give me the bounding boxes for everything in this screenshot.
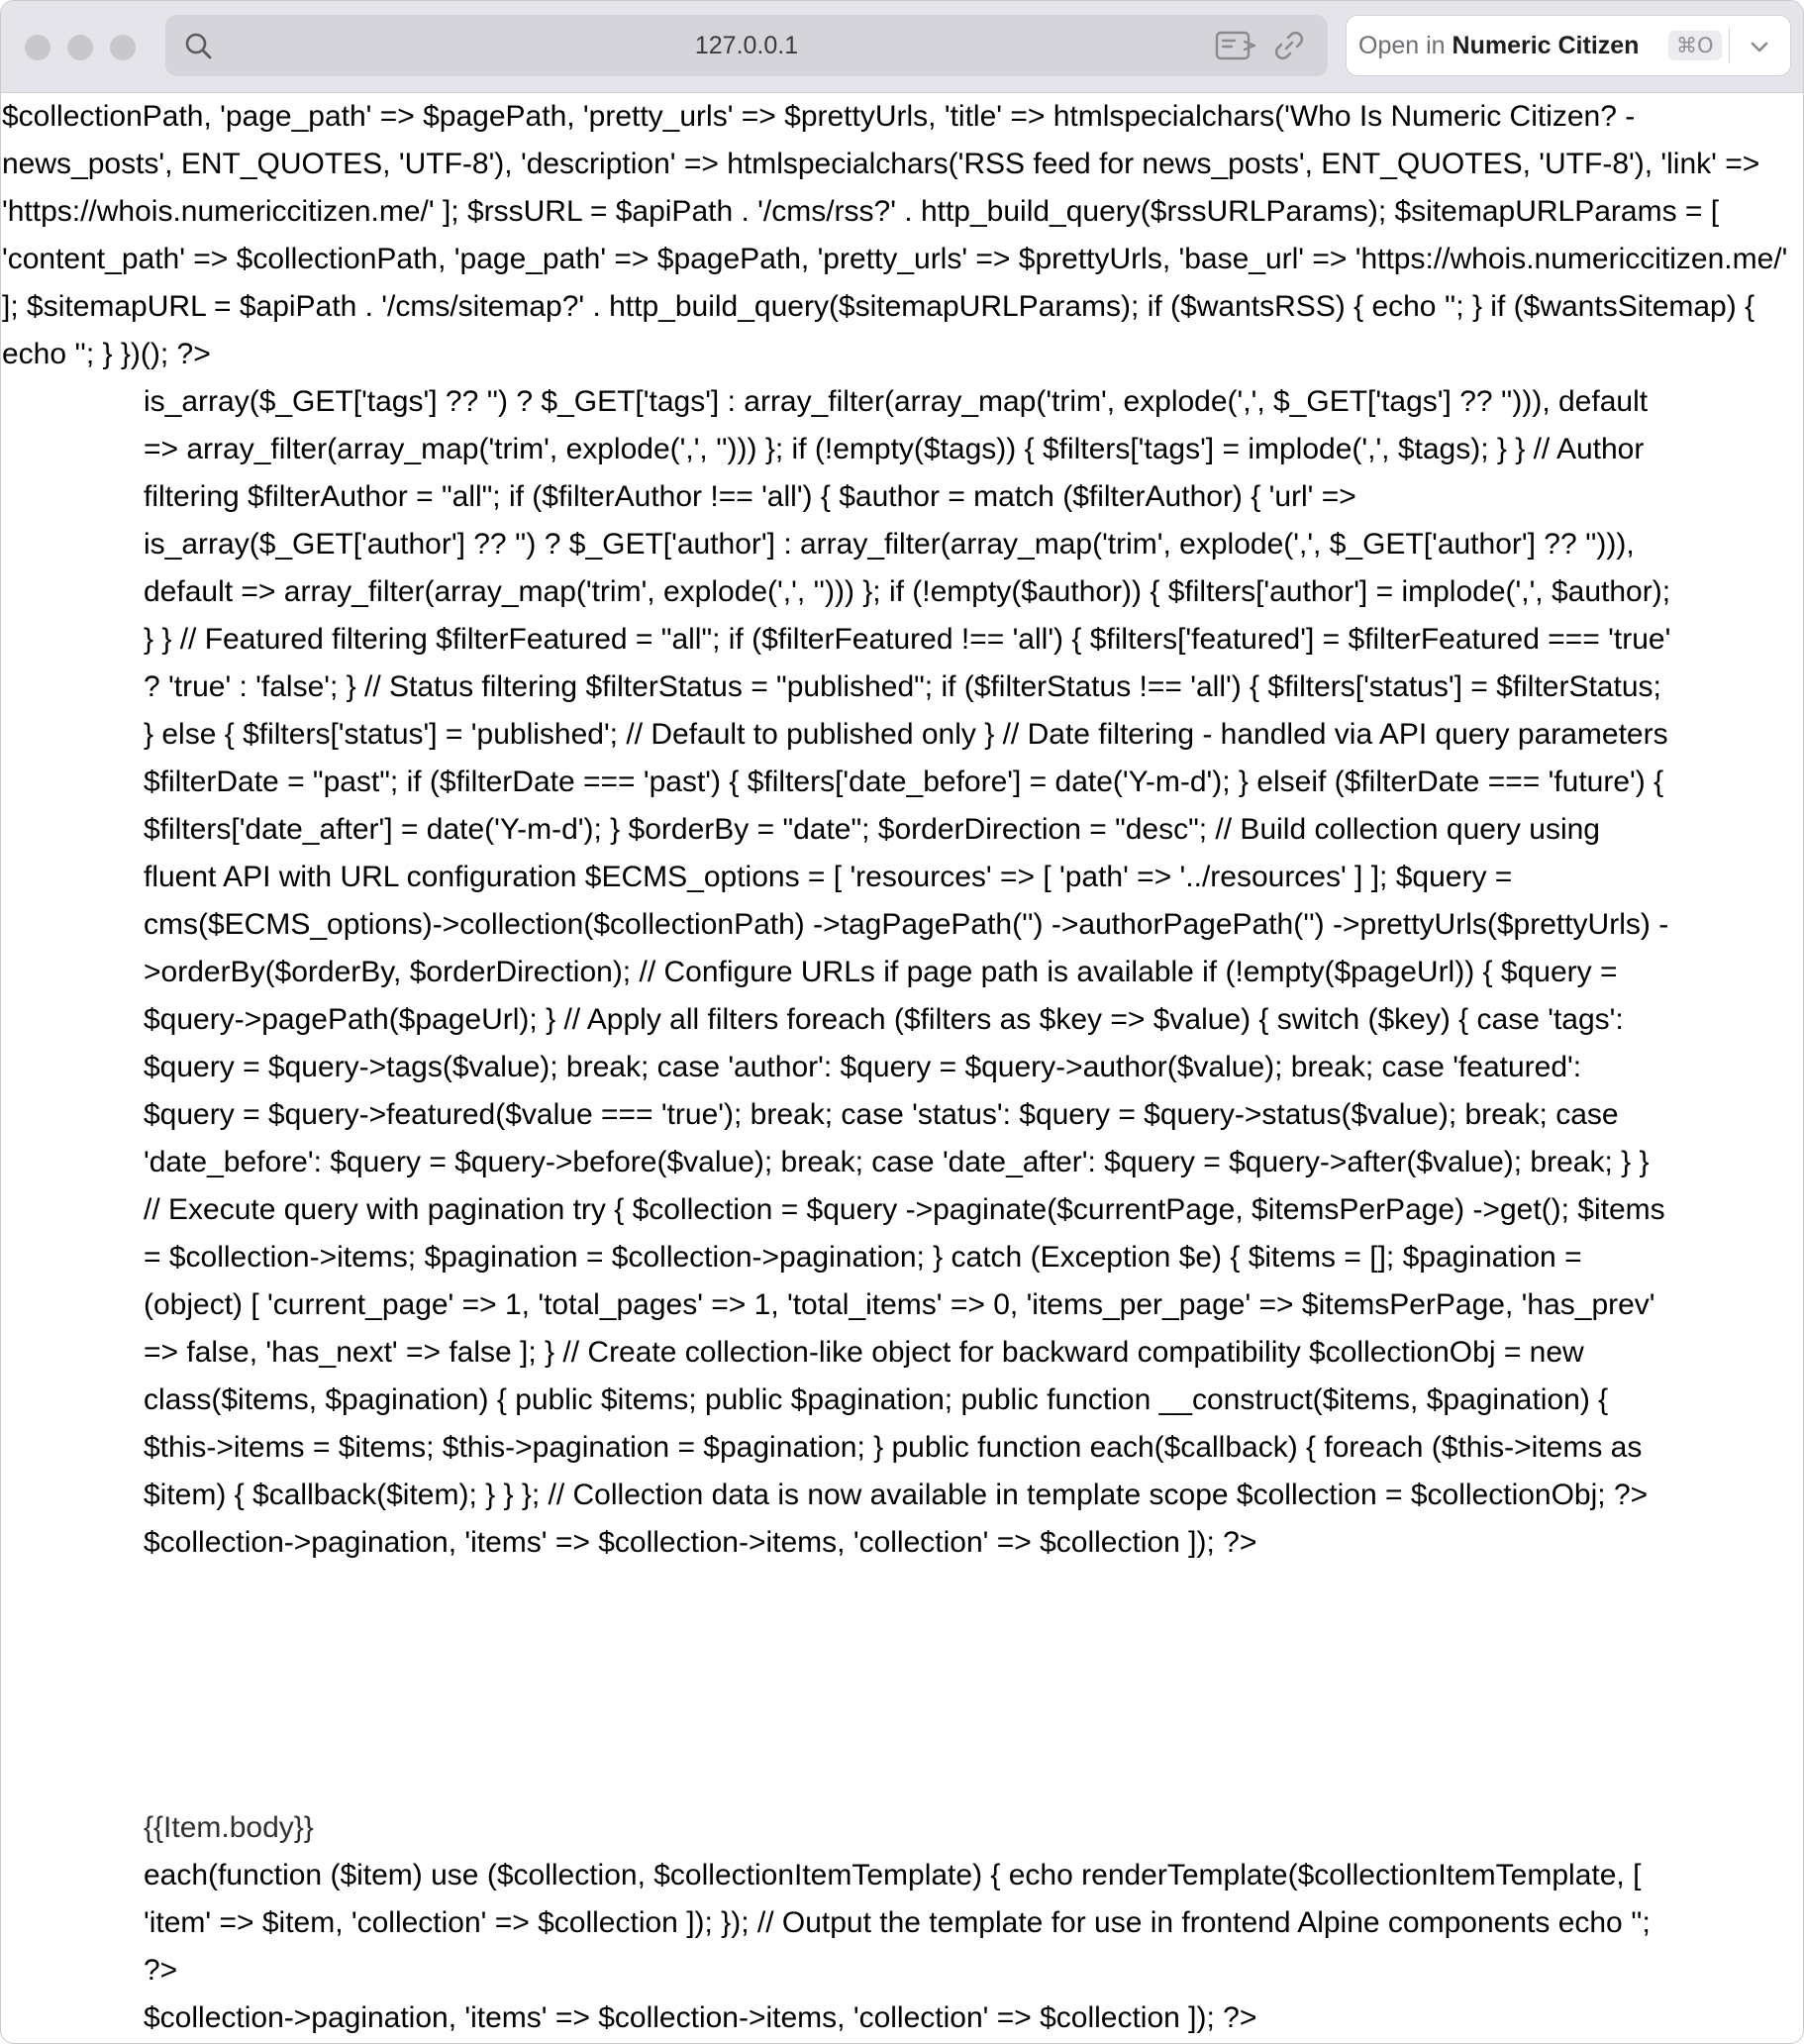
- minimize-window-button[interactable]: [67, 35, 93, 60]
- open-in-label: [1358, 16, 1639, 75]
- divider: [1729, 28, 1730, 63]
- close-window-button[interactable]: [25, 35, 50, 60]
- open-in-app-name: Numeric Citizen: [1452, 32, 1640, 59]
- code-text-block: is_array($_GET['tags'] ?? '') ? $_GET['tags'] : array_filter(array_map('trim', explode(',', $_GET['tags'] ?? ''))), default => array_filter(array_map('trim', explode(',', ''))) }; if (!empty($tags)) { $filters['tags'] = implode(',', $tags); } } // Author filtering $filterAuthor = "all"; if ($filterAuthor !== 'all') { $author = match ($filterAuthor) { 'url' => is_array($_GET['author'] ?? '') ? $_GET['author'] : array_filter(array_map('trim', explode(',', $_GET['author'] ?? ''))), default => array_filter(array_map('trim', explode(',', ''))) }; if (!empty($author)) { $filters['author'] = implode(',', $author); } } // Featured filtering $filterFeatured = "all"; if ($filterFeatured !== 'all') { $filters['featured'] = $filterFeatured === 'true' ? 'true' : 'false'; } // Status filtering $filterStatus = "published"; if ($filterStatus !== 'all') { $filters['status'] = $filterStatus; } else { $filters['status'] = 'published'; // Default to published only } // Date filtering - handled via API query parameters $filterDate = "past"; if ($filterDate === 'past') { $filters['date_before'] = date('Y-m-d'); } elseif ($filterDate === 'future') { $filters['date_after'] = date('Y-m-d'); } $orderBy = "date"; $orderDirection = "desc"; // Build collection query using fluent API with URL configuration $ECMS_options = [ 'resources' => [ 'path' => '../resources' ] ]; $query = cms($ECMS_options)->collection($collectionPath) ->tagPagePath('') ->authorPagePath('') ->prettyUrls($prettyUrls) ->orderBy($orderBy, $orderDirection); // Configure URLs if page path is available if (!empty($pageUrl)) { $query = $query->pagePath($pageUrl); } // Apply all filters foreach ($filters as $key => $value) { switch ($key) { case 'tags': $query = $query->tags($value); break; case 'author': $query = $query->author($value); break; case 'featured': $query = $query->featured($value === 'true'); break; case 'status': $query = $query->status($value); break; case 'date_before': $query = $query->before($value); break; case 'date_after': $query = $query->after($value); break; } } // Execute query with pagination try { $collection = $query ->paginate($currentPage, $itemsPerPage) ->get(); $items = $collection->items; $pagination = $collection->pagination; } catch (Exception $e) { $items = []; $pagination = (object) [ 'current_page' => 1, 'total_pages' => 1, 'total_items' => 0, 'items_per_page' => $itemsPerPage, 'has_prev' => false, 'has_next' => false ]; } // Create collection-like object for backward compatibility $collectionObj = new class($items, $pagination) { public $items; public $pagination; public function __construct($items, $pagination) { $this->items = $items; $this->pagination = $pagination; } public function each($callback) { foreach ($this->items as $item) { $callback($item); } } }; // Collection data is now available in template scope $collection = $collectionObj; ?> $collection->pagination, 'items' => $collection->items, 'collection' => $collection ]); ?>: [144, 385, 1671, 1559]
- code-text-block: each(function ($item) use ($collection, $collectionItemTemplate) { echo renderTemplate($collectionItemTemplate, [ 'item' => $item, 'collection' => $collection ]); }); // Output the template for use in frontend Alpine components echo ''; ?>: [144, 1859, 1651, 1987]
- template-placeholder: {{Item.body}}: [144, 1811, 314, 1844]
- title-bar: [1, 1, 1803, 93]
- page-content: [1, 93, 1803, 2042]
- open-in-prefix: Open in: [1358, 32, 1446, 59]
- keyboard-shortcut-badge: ⌘O: [1668, 31, 1722, 60]
- reader-mode-icon[interactable]: [1215, 30, 1258, 61]
- address-bar[interactable]: [165, 15, 1328, 76]
- zoom-window-button[interactable]: [110, 35, 136, 60]
- code-text-intro: $collectionPath, 'page_path' => $pagePath, 'pretty_urls' => $prettyUrls, 'title' => htmlspecialchars('Who Is Numeric Citizen? - news_posts', ENT_QUOTES, 'UTF-8'), 'description' => htmlspecialchars('RSS feed for news_posts', ENT_QUOTES, 'UTF-8'), 'link' => 'https://whois.numericcitizen.me/' ]; $rssURL = $apiPath . '/cms/rss?' . http_build_query($rssURLParams); $sitemapURLParams = [ 'content_path' => $collectionPath, 'page_path' => $pagePath, 'pretty_urls' => $prettyUrls, 'base_url' => 'https://whois.numericcitizen.me/' ]; $sitemapURL = $apiPath . '/cms/sitemap?' . http_build_query($sitemapURLParams); if ($wantsRSS) { echo ''; } if ($wantsSitemap) { echo ''; } })(); ?>: [2, 100, 1788, 370]
- link-icon[interactable]: [1272, 29, 1306, 62]
- open-in-app-button[interactable]: [1346, 15, 1791, 76]
- code-text-block: $collection->pagination, 'items' => $collection->items, 'collection' => $collection ]); ?>: [144, 2001, 1257, 2034]
- url-text[interactable]: 127.0.0.1: [694, 32, 799, 59]
- chevron-down-icon[interactable]: [1745, 32, 1774, 61]
